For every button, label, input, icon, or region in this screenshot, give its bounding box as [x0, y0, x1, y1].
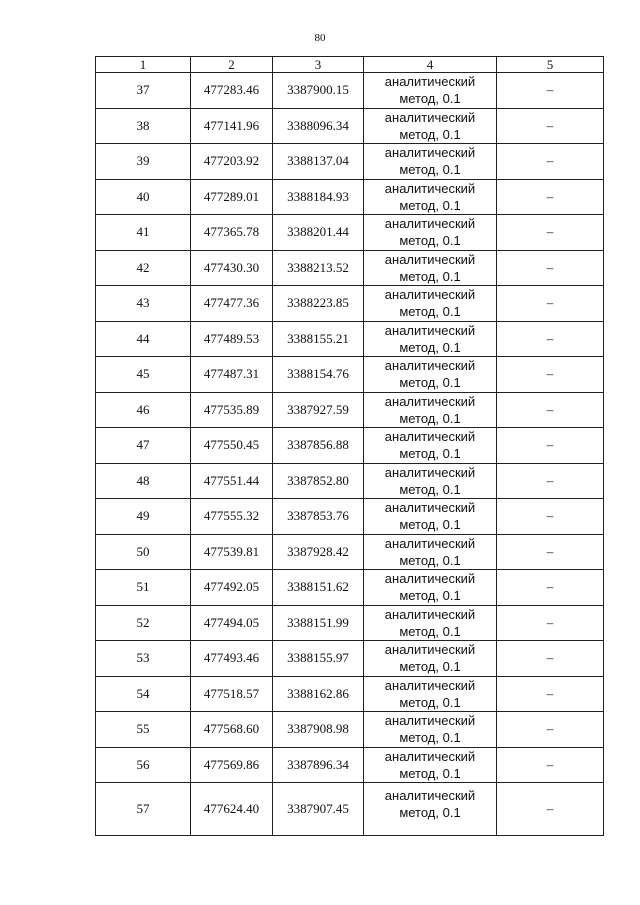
method-line-2: метод, 0.1	[399, 694, 461, 710]
method-line-1: аналитический	[384, 535, 476, 551]
column-5-cell: –	[497, 73, 604, 109]
x-coordinate-cell: 477489.53	[191, 321, 273, 357]
method-cell	[364, 747, 497, 783]
method-cell	[364, 676, 497, 712]
page-number: 80	[314, 32, 326, 44]
table-row	[96, 747, 604, 783]
method-line-1: аналитический	[384, 606, 476, 622]
x-coordinate-cell: 477569.86	[191, 747, 273, 783]
method-cell	[364, 392, 497, 428]
method-cell	[364, 73, 497, 109]
y-coordinate-cell: 3387852.80	[273, 463, 364, 499]
x-coordinate-cell: 477518.57	[191, 676, 273, 712]
method-line-1: аналитический	[384, 571, 476, 587]
table-row	[96, 108, 604, 144]
point-number-cell: 55	[96, 712, 191, 748]
table-row	[96, 286, 604, 322]
column-5-cell: –	[497, 605, 604, 641]
method-line-1: аналитический	[384, 464, 476, 480]
method-line-2: метод, 0.1	[399, 765, 461, 781]
method-cell	[364, 286, 497, 322]
table-row	[96, 179, 604, 215]
method-cell	[364, 570, 497, 606]
column-header-5: 5	[497, 57, 604, 73]
column-5-cell: –	[497, 428, 604, 464]
point-number-cell: 43	[96, 286, 191, 322]
point-number-cell: 52	[96, 605, 191, 641]
point-number-cell: 42	[96, 250, 191, 286]
point-number-cell: 53	[96, 641, 191, 677]
method-cell	[364, 428, 497, 464]
y-coordinate-cell: 3388201.44	[273, 215, 364, 251]
x-coordinate-cell: 477283.46	[191, 73, 273, 109]
x-coordinate-cell: 477624.40	[191, 783, 273, 836]
table-row	[96, 534, 604, 570]
method-cell	[364, 534, 497, 570]
point-number-cell: 57	[96, 783, 191, 836]
y-coordinate-cell: 3387907.45	[273, 783, 364, 836]
point-number-cell: 47	[96, 428, 191, 464]
table-row	[96, 144, 604, 180]
y-coordinate-cell: 3388151.99	[273, 605, 364, 641]
table-row	[96, 321, 604, 357]
x-coordinate-cell: 477289.01	[191, 179, 273, 215]
method-line-1: аналитический	[384, 642, 476, 658]
method-line-2: метод, 0.1	[399, 339, 461, 355]
y-coordinate-cell: 3388155.97	[273, 641, 364, 677]
column-5-cell: –	[497, 286, 604, 322]
column-5-cell: –	[497, 215, 604, 251]
column-5-cell: –	[497, 641, 604, 677]
y-coordinate-cell: 3387856.88	[273, 428, 364, 464]
method-line-1: аналитический	[384, 322, 476, 338]
method-cell	[364, 215, 497, 251]
point-number-cell: 51	[96, 570, 191, 606]
method-line-2: метод, 0.1	[399, 481, 461, 497]
method-line-2: метод, 0.1	[399, 304, 461, 320]
column-header-1: 1	[96, 57, 191, 73]
point-number-cell: 41	[96, 215, 191, 251]
column-5-cell: –	[497, 357, 604, 393]
table-row	[96, 357, 604, 393]
method-cell	[364, 463, 497, 499]
column-5-cell: –	[497, 463, 604, 499]
method-cell	[364, 179, 497, 215]
x-coordinate-cell: 477551.44	[191, 463, 273, 499]
method-line-1: аналитический	[384, 109, 476, 125]
column-header-4: 4	[364, 57, 497, 73]
method-line-1: аналитический	[384, 287, 476, 303]
column-5-cell: –	[497, 783, 604, 836]
method-line-1: аналитический	[384, 145, 476, 161]
method-line-2: метод, 0.1	[399, 446, 461, 462]
method-line-2: метод, 0.1	[399, 552, 461, 568]
table-header-row	[96, 57, 604, 73]
table-row	[96, 73, 604, 109]
method-line-1: аналитический	[384, 251, 476, 267]
coordinates-table	[95, 56, 604, 836]
method-line-2: метод, 0.1	[399, 730, 461, 746]
column-5-cell: –	[497, 250, 604, 286]
method-line-1: аналитический	[384, 713, 476, 729]
table-row	[96, 676, 604, 712]
x-coordinate-cell: 477141.96	[191, 108, 273, 144]
y-coordinate-cell: 3388213.52	[273, 250, 364, 286]
y-coordinate-cell: 3387928.42	[273, 534, 364, 570]
method-line-1: аналитический	[384, 677, 476, 693]
y-coordinate-cell: 3388151.62	[273, 570, 364, 606]
column-5-cell: –	[497, 534, 604, 570]
method-line-1: аналитический	[384, 748, 476, 764]
method-line-2: метод, 0.1	[399, 659, 461, 675]
x-coordinate-cell: 477493.46	[191, 641, 273, 677]
method-line-1: аналитический	[384, 74, 476, 90]
point-number-cell: 40	[96, 179, 191, 215]
method-line-1: аналитический	[384, 500, 476, 516]
x-coordinate-cell: 477365.78	[191, 215, 273, 251]
column-5-cell: –	[497, 570, 604, 606]
method-cell	[364, 144, 497, 180]
y-coordinate-cell: 3388096.34	[273, 108, 364, 144]
column-5-cell: –	[497, 747, 604, 783]
method-line-2: метод, 0.1	[399, 91, 461, 107]
y-coordinate-cell: 3387927.59	[273, 392, 364, 428]
table-row	[96, 570, 604, 606]
method-line-1: аналитический	[384, 429, 476, 445]
method-cell	[364, 712, 497, 748]
point-number-cell: 39	[96, 144, 191, 180]
table-row	[96, 605, 604, 641]
y-coordinate-cell: 3388154.76	[273, 357, 364, 393]
method-line-2: метод, 0.1	[399, 126, 461, 142]
y-coordinate-cell: 3387896.34	[273, 747, 364, 783]
table-row	[96, 392, 604, 428]
method-cell	[364, 499, 497, 535]
method-line-2: метод, 0.1	[399, 805, 461, 820]
point-number-cell: 56	[96, 747, 191, 783]
method-line-2: метод, 0.1	[399, 588, 461, 604]
x-coordinate-cell: 477487.31	[191, 357, 273, 393]
point-number-cell: 48	[96, 463, 191, 499]
y-coordinate-cell: 3388155.21	[273, 321, 364, 357]
method-line-2: метод, 0.1	[399, 517, 461, 533]
column-header-2: 2	[191, 57, 273, 73]
method-cell	[364, 783, 497, 836]
method-line-1: аналитический	[384, 788, 476, 803]
column-5-cell: –	[497, 392, 604, 428]
column-5-cell: –	[497, 676, 604, 712]
x-coordinate-cell: 477539.81	[191, 534, 273, 570]
y-coordinate-cell: 3388162.86	[273, 676, 364, 712]
point-number-cell: 50	[96, 534, 191, 570]
x-coordinate-cell: 477492.05	[191, 570, 273, 606]
y-coordinate-cell: 3387900.15	[273, 73, 364, 109]
x-coordinate-cell: 477555.32	[191, 499, 273, 535]
x-coordinate-cell: 477203.92	[191, 144, 273, 180]
y-coordinate-cell: 3387853.76	[273, 499, 364, 535]
point-number-cell: 45	[96, 357, 191, 393]
table-row	[96, 215, 604, 251]
table-body	[96, 73, 604, 836]
method-cell	[364, 108, 497, 144]
point-number-cell: 37	[96, 73, 191, 109]
column-5-cell: –	[497, 108, 604, 144]
table-row	[96, 428, 604, 464]
column-5-cell: –	[497, 499, 604, 535]
table-row	[96, 463, 604, 499]
point-number-cell: 38	[96, 108, 191, 144]
x-coordinate-cell: 477568.60	[191, 712, 273, 748]
table-row	[96, 712, 604, 748]
y-coordinate-cell: 3388137.04	[273, 144, 364, 180]
table-row	[96, 641, 604, 677]
method-line-2: метод, 0.1	[399, 410, 461, 426]
x-coordinate-cell: 477550.45	[191, 428, 273, 464]
method-line-2: метод, 0.1	[399, 197, 461, 213]
x-coordinate-cell: 477535.89	[191, 392, 273, 428]
y-coordinate-cell: 3388223.85	[273, 286, 364, 322]
method-cell	[364, 641, 497, 677]
method-line-1: аналитический	[384, 180, 476, 196]
method-cell	[364, 250, 497, 286]
method-line-2: метод, 0.1	[399, 268, 461, 284]
point-number-cell: 46	[96, 392, 191, 428]
point-number-cell: 49	[96, 499, 191, 535]
table-row	[96, 250, 604, 286]
method-line-2: метод, 0.1	[399, 162, 461, 178]
method-line-2: метод, 0.1	[399, 623, 461, 639]
method-cell	[364, 321, 497, 357]
x-coordinate-cell: 477494.05	[191, 605, 273, 641]
method-line-2: метод, 0.1	[399, 233, 461, 249]
y-coordinate-cell: 3387908.98	[273, 712, 364, 748]
table-row	[96, 783, 604, 836]
method-cell	[364, 605, 497, 641]
column-5-cell: –	[497, 321, 604, 357]
method-line-1: аналитический	[384, 216, 476, 232]
y-coordinate-cell: 3388184.93	[273, 179, 364, 215]
point-number-cell: 54	[96, 676, 191, 712]
column-header-3: 3	[273, 57, 364, 73]
method-line-2: метод, 0.1	[399, 375, 461, 391]
method-line-1: аналитический	[384, 358, 476, 374]
x-coordinate-cell: 477430.30	[191, 250, 273, 286]
x-coordinate-cell: 477477.36	[191, 286, 273, 322]
method-line-1: аналитический	[384, 393, 476, 409]
column-5-cell: –	[497, 144, 604, 180]
column-5-cell: –	[497, 712, 604, 748]
table-row	[96, 499, 604, 535]
method-cell	[364, 357, 497, 393]
column-5-cell: –	[497, 179, 604, 215]
point-number-cell: 44	[96, 321, 191, 357]
